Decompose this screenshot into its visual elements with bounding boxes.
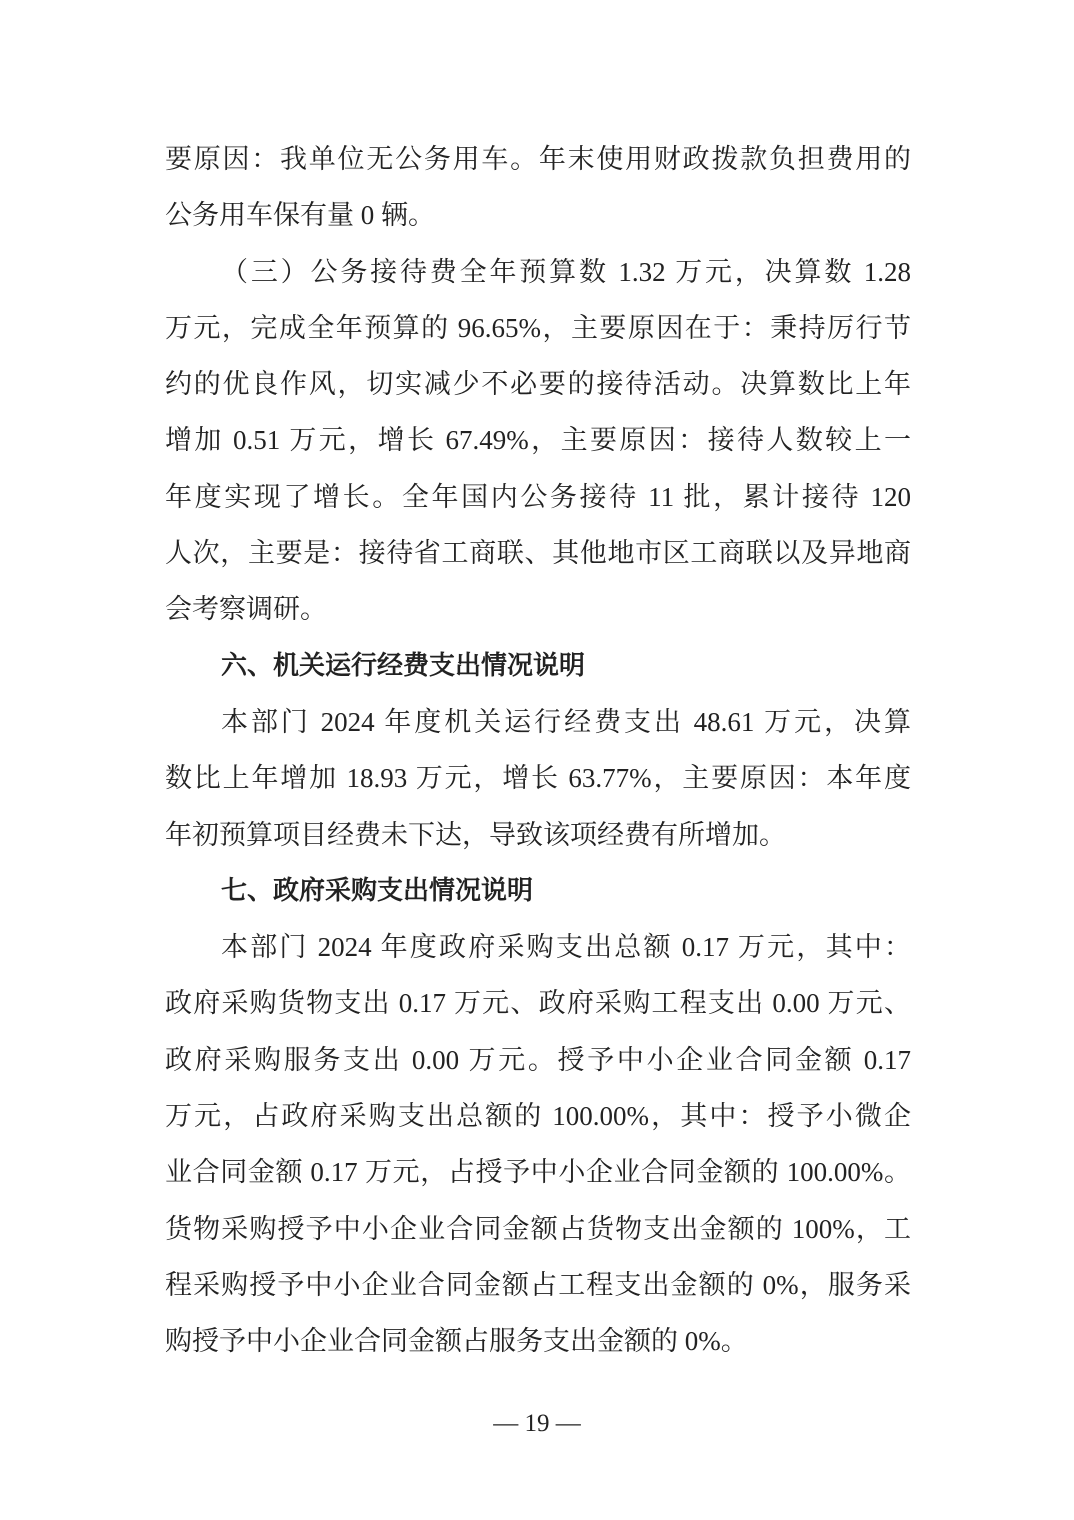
text-line: 公务用车保有量 0 辆。 (165, 200, 435, 231)
section-heading: 七、政府采购支出情况说明 (221, 875, 534, 906)
text-line: 人次，主要是：接待省工商联、其他地市区工商联以及异地商 (165, 538, 911, 569)
document-body (165, 131, 911, 1370)
text-line: 约的优良作风，切实减少不必要的接待活动。决算数比上年 (165, 369, 911, 400)
section-heading: 六、机关运行经费支出情况说明 (221, 650, 586, 681)
text-line: 货物采购授予中小企业合同金额占货物支出金额的 100%，工 (165, 1213, 911, 1244)
text-line: 程采购授予中小企业合同金额占工程支出金额的 0%，服务采 (165, 1269, 911, 1300)
text-line: 业合同金额 0.17 万元，占授予中小企业合同金额的 100.00%。 (165, 1157, 911, 1188)
text-line: 要原因：我单位无公务用车。年末使用财政拨款负担费用的 (165, 144, 911, 174)
text-line: 购授予中小企业合同金额占服务支出金额的 0%。 (165, 1326, 748, 1357)
text-line: 政府采购货物支出 0.17 万元、政府采购工程支出 0.00 万元、 (165, 988, 911, 1019)
text-line: 本部门 2024 年度政府采购支出总额 0.17 万元，其中： (221, 932, 911, 963)
text-line: 万元，完成全年预算的 96.65%，主要原因在于：秉持厉行节 (165, 312, 911, 343)
page-number: — 19 — (493, 1410, 581, 1437)
text-line: （三）公务接待费全年预算数 1.32 万元，决算数 1.28 (221, 256, 911, 287)
text-line: 年度实现了增长。全年国内公务接待 11 批，累计接待 120 (165, 481, 911, 512)
text-line: 政府采购服务支出 0.00 万元。授予中小企业合同金额 0.17 (165, 1044, 911, 1075)
text-line: 年初预算项目经费未下达，导致该项经费有所增加。 (165, 819, 786, 850)
text-line: 万元，占政府采购支出总额的 100.00%，其中：授予小微企 (165, 1101, 911, 1132)
text-line: 会考察调研。 (165, 594, 327, 625)
text-line: 数比上年增加 18.93 万元，增长 63.77%，主要原因：本年度 (165, 763, 911, 794)
text-line: 增加 0.51 万元，增长 67.49%，主要原因：接待人数较上一 (165, 425, 911, 456)
text-line: 本部门 2024 年度机关运行经费支出 48.61 万元，决算 (221, 706, 911, 737)
